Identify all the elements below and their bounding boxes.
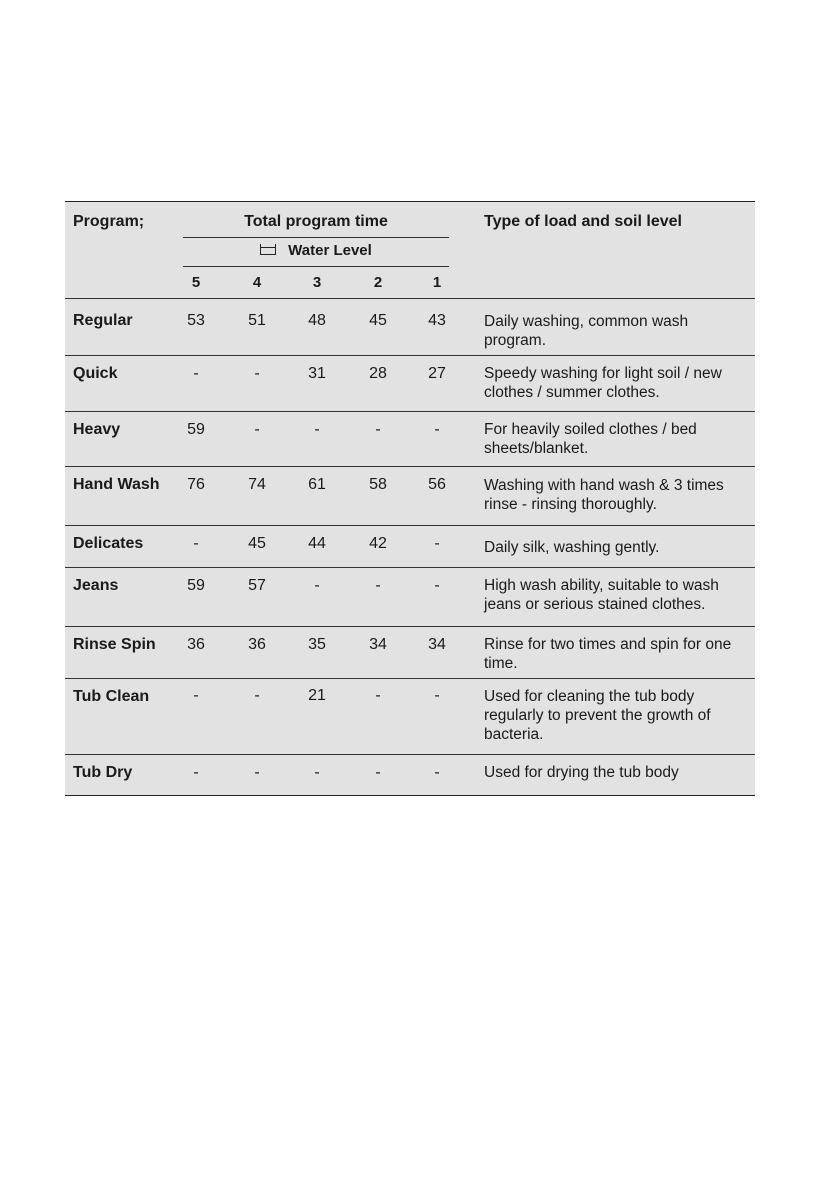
time-value-level-2: 28 bbox=[369, 365, 387, 382]
table-row-tub-clean bbox=[65, 679, 755, 755]
time-value-level-4: 45 bbox=[248, 535, 266, 552]
time-value-level-3: 61 bbox=[308, 476, 326, 493]
table-row-hand-wash bbox=[65, 467, 755, 526]
table-row-heavy bbox=[65, 412, 755, 467]
table-row-rinse-spin bbox=[65, 627, 755, 679]
time-value-level-3: - bbox=[314, 577, 320, 594]
time-value-level-1: - bbox=[434, 764, 440, 781]
time-value-level-4: - bbox=[254, 687, 260, 704]
time-value-level-5: - bbox=[193, 535, 199, 552]
header-divider bbox=[183, 237, 449, 238]
time-value-level-3: 48 bbox=[308, 312, 326, 329]
water-level-5: 5 bbox=[191, 274, 201, 291]
time-value-level-1: - bbox=[434, 577, 440, 594]
program-name: Regular bbox=[73, 312, 133, 329]
program-column-header: Program; bbox=[73, 213, 145, 230]
time-value-level-5: - bbox=[193, 365, 199, 382]
time-value-level-3: - bbox=[314, 421, 320, 438]
water-level-3: 3 bbox=[312, 274, 322, 291]
table-row-jeans bbox=[65, 568, 755, 627]
time-value-level-1: 27 bbox=[428, 365, 446, 382]
load-description: Used for drying the tub body bbox=[484, 764, 679, 781]
program-time-table bbox=[65, 201, 755, 796]
program-name: Rinse Spin bbox=[73, 636, 156, 653]
program-name: Hand Wash bbox=[73, 476, 160, 493]
time-value-level-2: - bbox=[375, 421, 381, 438]
time-value-level-5: 59 bbox=[187, 577, 205, 594]
time-value-level-5: - bbox=[193, 687, 199, 704]
program-name: Quick bbox=[73, 365, 118, 382]
time-value-level-3: 31 bbox=[308, 365, 326, 382]
table-row-quick bbox=[65, 356, 755, 412]
time-value-level-2: 45 bbox=[369, 312, 387, 329]
time-value-level-2: - bbox=[375, 577, 381, 594]
time-value-level-3: 21 bbox=[308, 687, 326, 704]
time-value-level-1: - bbox=[434, 687, 440, 704]
time-value-level-4: - bbox=[254, 764, 260, 781]
time-value-level-2: 34 bbox=[369, 636, 387, 653]
time-value-level-1: 43 bbox=[428, 312, 446, 329]
time-value-level-3: - bbox=[314, 764, 320, 781]
load-description: For heavily soiled clothes / bed sheets/blanket. bbox=[484, 421, 697, 457]
program-name: Tub Clean bbox=[73, 688, 150, 705]
time-value-level-5: - bbox=[193, 764, 199, 781]
water-level-2: 2 bbox=[373, 274, 383, 291]
time-value-level-4: 57 bbox=[248, 577, 266, 594]
time-value-level-2: - bbox=[375, 764, 381, 781]
time-value-level-1: - bbox=[434, 421, 440, 438]
table-row-regular bbox=[65, 299, 755, 356]
load-description: Used for cleaning the tub body regularly to prevent the growth of bacteria. bbox=[484, 688, 711, 743]
time-value-level-1: - bbox=[434, 535, 440, 552]
load-description: High wash ability, suitable to wash jeans or serious stained clothes. bbox=[484, 577, 719, 613]
load-description: Daily silk, washing gently. bbox=[484, 539, 660, 556]
time-value-level-2: - bbox=[375, 687, 381, 704]
time-value-level-5: 59 bbox=[187, 421, 205, 438]
time-value-level-2: 42 bbox=[369, 535, 387, 552]
load-description: Speedy washing for light soil / new clothes / summer clothes. bbox=[484, 365, 722, 401]
time-value-level-1: 56 bbox=[428, 476, 446, 493]
time-value-level-4: - bbox=[254, 421, 260, 438]
water-level-header bbox=[183, 242, 449, 259]
time-value-level-4: 36 bbox=[248, 636, 266, 653]
total-program-time-header: Total program time bbox=[244, 213, 388, 230]
program-name: Jeans bbox=[73, 577, 119, 594]
table-body bbox=[65, 299, 755, 796]
time-value-level-2: 58 bbox=[369, 476, 387, 493]
time-value-level-5: 53 bbox=[187, 312, 205, 329]
water-level-4: 4 bbox=[252, 274, 262, 291]
load-description: Daily washing, common wash program. bbox=[484, 313, 689, 349]
table-row-delicates bbox=[65, 526, 755, 568]
time-value-level-4: 51 bbox=[248, 312, 266, 329]
water-level-label: Water Level bbox=[288, 242, 372, 259]
load-type-header: Type of load and soil level bbox=[484, 213, 682, 230]
program-name: Tub Dry bbox=[73, 764, 133, 781]
time-value-level-4: - bbox=[254, 365, 260, 382]
table-row-tub-dry bbox=[65, 755, 755, 796]
load-description: Washing with hand wash & 3 times rinse - rinsing thoroughly. bbox=[484, 477, 724, 513]
table-header bbox=[65, 202, 755, 299]
time-value-level-5: 36 bbox=[187, 636, 205, 653]
program-name: Heavy bbox=[73, 421, 121, 438]
water-level-icon bbox=[260, 244, 276, 255]
time-value-level-4: 74 bbox=[248, 476, 266, 493]
header-divider bbox=[183, 266, 449, 267]
time-value-level-5: 76 bbox=[187, 476, 205, 493]
water-level-1: 1 bbox=[432, 274, 442, 291]
time-value-level-1: 34 bbox=[428, 636, 446, 653]
program-name: Delicates bbox=[73, 535, 144, 552]
time-value-level-3: 35 bbox=[308, 636, 326, 653]
time-value-level-3: 44 bbox=[308, 535, 326, 552]
load-description: Rinse for two times and spin for one time. bbox=[484, 636, 732, 672]
